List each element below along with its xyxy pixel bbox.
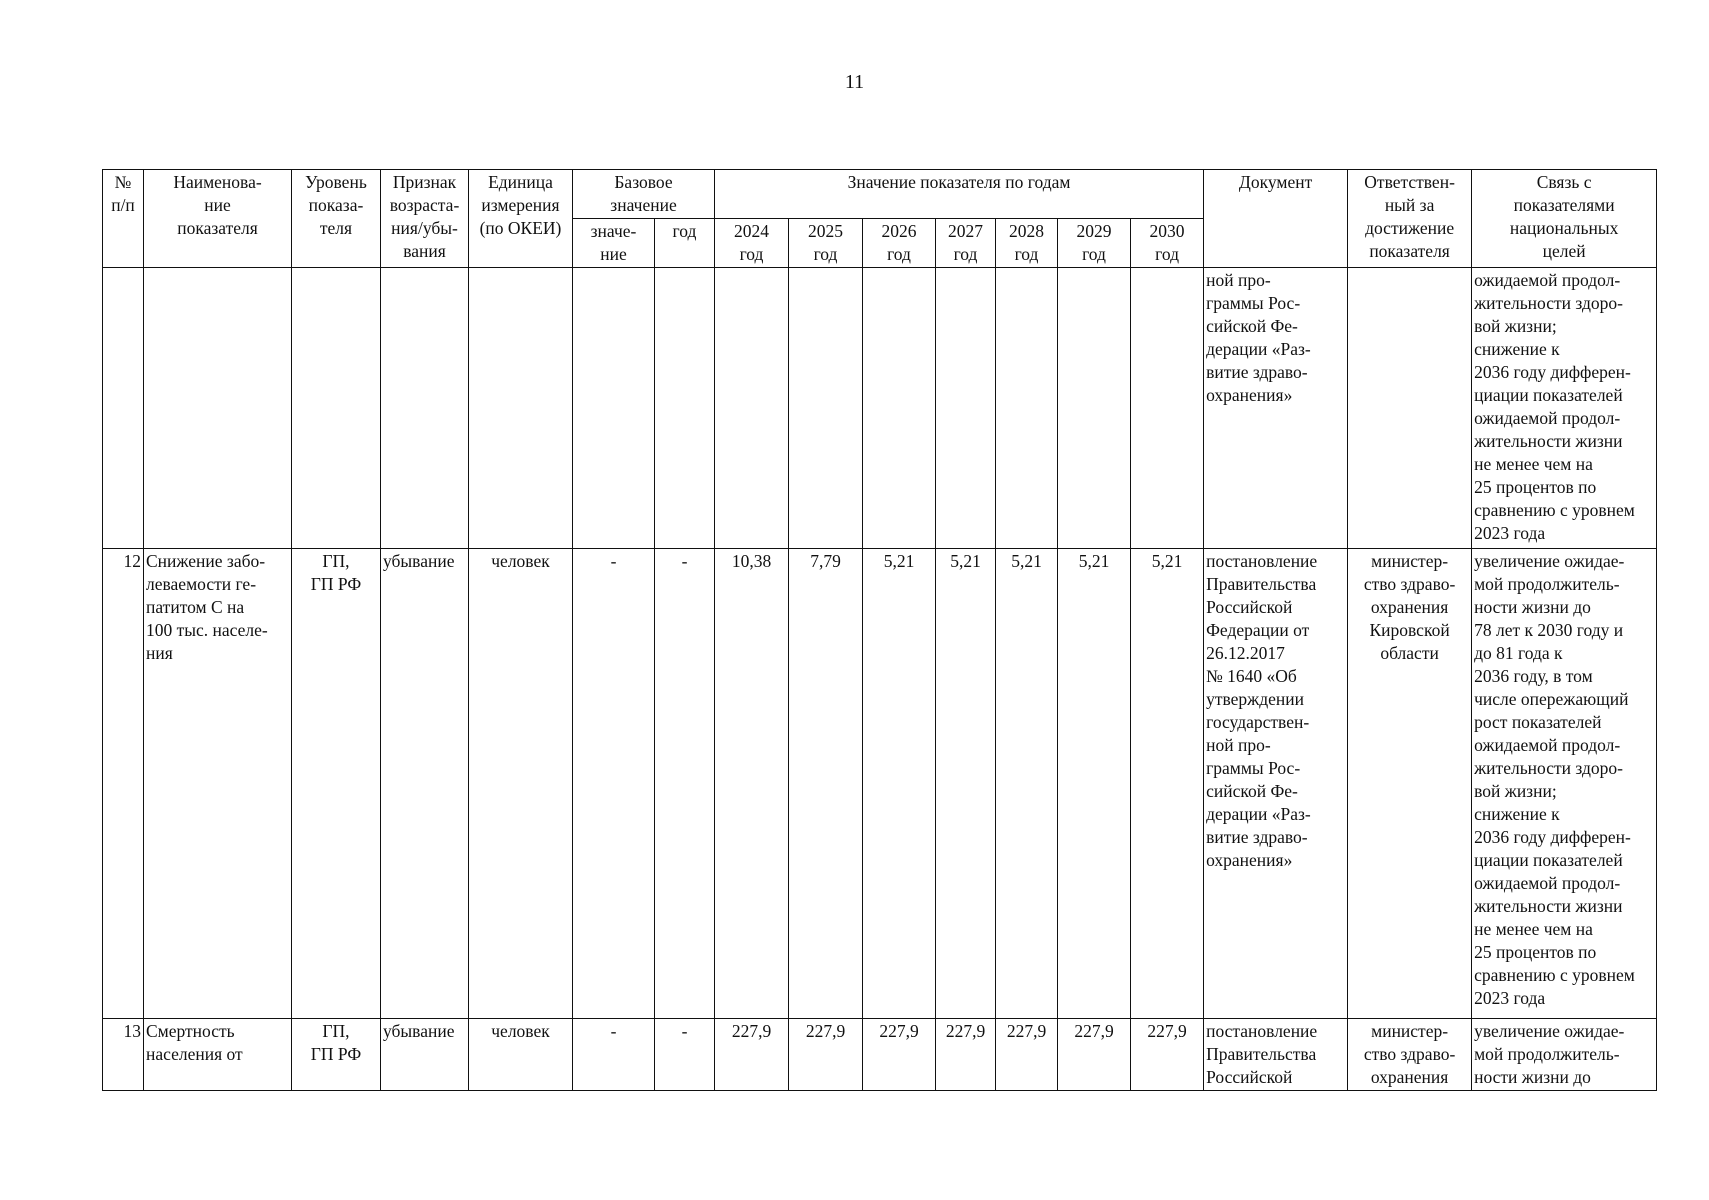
table-row bbox=[103, 549, 1657, 1019]
header-level: Уровень показа- теля bbox=[292, 170, 381, 268]
row-document: постановление Правительства Российской bbox=[1204, 1019, 1348, 1091]
row-base-value bbox=[573, 268, 655, 549]
row-document: ной про- граммы Рос- сийской Фе- дерации «Раз- витие здраво- охранения» bbox=[1204, 268, 1348, 549]
row-level: ГП, ГП РФ bbox=[292, 1019, 381, 1091]
row-responsible bbox=[1348, 268, 1472, 549]
row-base-year bbox=[655, 268, 715, 549]
row-link: увеличение ожидае- мой продолжитель- ности жизни до 78 лет к 2030 году и до 81 года к 2036 году, в том числе опережающий рост показателей ожидаемой продол- жительности здоро- вой жизни; снижение к 2036 году дифферен- циации показателей ожидаемой продол- жительности жизни не менее чем на 25 процентов по сравнению с уровнем 2023 года bbox=[1472, 549, 1657, 1019]
row-base-value: - bbox=[573, 1019, 655, 1091]
row-sign: убывание bbox=[381, 549, 469, 1019]
header-num: № п/п bbox=[103, 170, 144, 268]
row-value-2025: 7,79 bbox=[789, 549, 863, 1019]
row-value-2027: 227,9 bbox=[936, 1019, 996, 1091]
row-sign: убывание bbox=[381, 1019, 469, 1091]
row-value-2024: 227,9 bbox=[715, 1019, 789, 1091]
row-value-2025: 227,9 bbox=[789, 1019, 863, 1091]
row-value-2030: 227,9 bbox=[1131, 1019, 1204, 1091]
header-years-group: Значение показателя по годам bbox=[715, 170, 1204, 219]
header-link: Связь с показателями национальных целей bbox=[1472, 170, 1657, 268]
row-name: Снижение забо- леваемости ге- патитом С на 100 тыс. населе- ния bbox=[144, 549, 292, 1019]
row-level: ГП, ГП РФ bbox=[292, 549, 381, 1019]
row-num: 12 bbox=[103, 549, 144, 1019]
header-year-2028: 2028 год bbox=[996, 219, 1058, 268]
row-value-2029: 227,9 bbox=[1058, 1019, 1131, 1091]
row-responsible: министер- ство здраво- охранения Кировской области bbox=[1348, 549, 1472, 1019]
row-value-2024 bbox=[715, 268, 789, 549]
header-sign: Признак возраста- ния/убы- вания bbox=[381, 170, 469, 268]
row-value-2030 bbox=[1131, 268, 1204, 549]
row-name: Смертность населения от bbox=[144, 1019, 292, 1091]
row-value-2027 bbox=[936, 268, 996, 549]
row-value-2026: 5,21 bbox=[863, 549, 936, 1019]
table-row bbox=[103, 268, 1657, 549]
row-base-year: - bbox=[655, 1019, 715, 1091]
indicators-table bbox=[102, 169, 1657, 1091]
row-num bbox=[103, 268, 144, 549]
header-year-2030: 2030 год bbox=[1131, 219, 1204, 268]
row-unit bbox=[469, 268, 573, 549]
row-value-2029: 5,21 bbox=[1058, 549, 1131, 1019]
row-value-2028: 227,9 bbox=[996, 1019, 1058, 1091]
header-responsible: Ответствен- ный за достижение показателя bbox=[1348, 170, 1472, 268]
row-link: ожидаемой продол- жительности здоро- вой жизни; снижение к 2036 году дифферен- циации показателей ожидаемой продол- жительности жизни не менее чем на 25 процентов по сравнению с уровнем 2023 года bbox=[1472, 268, 1657, 549]
row-link: увеличение ожидае- мой продолжитель- ности жизни до bbox=[1472, 1019, 1657, 1091]
table-row bbox=[103, 1019, 1657, 1091]
row-value-2029 bbox=[1058, 268, 1131, 549]
row-document: постановление Правительства Российской Федерации от 26.12.2017 № 1640 «Об утверждении государствен- ной про- граммы Рос- сийской Фе- дерации «Раз- витие здраво- охранения» bbox=[1204, 549, 1348, 1019]
header-year-2027: 2027 год bbox=[936, 219, 996, 268]
header-unit: Единица измерения (по ОКЕИ) bbox=[469, 170, 573, 268]
row-name bbox=[144, 268, 292, 549]
header-year-2024: 2024 год bbox=[715, 219, 789, 268]
row-value-2028: 5,21 bbox=[996, 549, 1058, 1019]
row-base-year: - bbox=[655, 549, 715, 1019]
row-unit: человек bbox=[469, 549, 573, 1019]
row-responsible: министер- ство здраво- охранения bbox=[1348, 1019, 1472, 1091]
header-year-2025: 2025 год bbox=[789, 219, 863, 268]
row-base-value: - bbox=[573, 549, 655, 1019]
header-base-value: значе- ние bbox=[573, 219, 655, 268]
row-value-2026: 227,9 bbox=[863, 1019, 936, 1091]
row-value-2028 bbox=[996, 268, 1058, 549]
row-sign bbox=[381, 268, 469, 549]
row-value-2030: 5,21 bbox=[1131, 549, 1204, 1019]
header-year-2026: 2026 год bbox=[863, 219, 936, 268]
row-level bbox=[292, 268, 381, 549]
header-year-2029: 2029 год bbox=[1058, 219, 1131, 268]
row-unit: человек bbox=[469, 1019, 573, 1091]
header-document: Документ bbox=[1204, 170, 1348, 268]
row-value-2024: 10,38 bbox=[715, 549, 789, 1019]
header-name: Наименова- ние показателя bbox=[144, 170, 292, 268]
row-value-2027: 5,21 bbox=[936, 549, 996, 1019]
row-value-2025 bbox=[789, 268, 863, 549]
header-base: Базовое значение bbox=[573, 170, 715, 219]
header-base-year: год bbox=[655, 219, 715, 268]
row-value-2026 bbox=[863, 268, 936, 549]
page-number: 11 bbox=[844, 71, 865, 93]
header-row-1 bbox=[103, 170, 1657, 219]
row-num: 13 bbox=[103, 1019, 144, 1091]
